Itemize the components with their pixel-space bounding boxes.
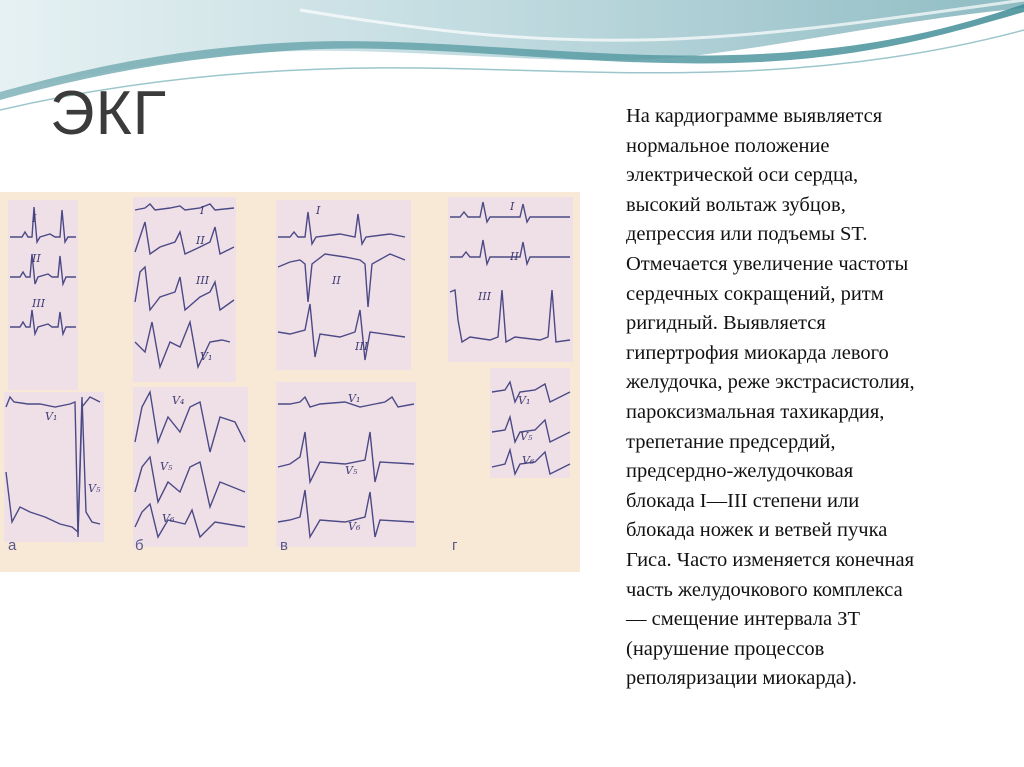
description-line: блокада I—III степени или (626, 489, 860, 512)
panel-letter-a: а (8, 537, 17, 554)
ecg-panel-c-limb (276, 200, 411, 370)
slide-title: ЭКГ (50, 79, 168, 148)
description-line: депрессия или подъемы ST. (626, 223, 868, 246)
description-line: реполяризации миокарда). (626, 667, 857, 690)
ecg-lead-label: V₆ (522, 454, 535, 467)
ecg-lead-label: III (478, 290, 492, 303)
ecg-lead-label: V₁ (200, 350, 213, 363)
description-line: предсердно-желудочковая (626, 460, 854, 483)
ecg-lead-label: V₅ (160, 460, 173, 473)
panel-letter-d: г (452, 537, 458, 554)
ecg-lead-label: I (510, 200, 515, 213)
description-line: На кардиограмме выявляется (626, 105, 883, 127)
description-line: Отмечается увеличение частоты (626, 252, 909, 275)
description-line: (нарушение процессов (626, 637, 825, 660)
ecg-lead-label: V₅ (88, 482, 101, 495)
ecg-lead-label: I (32, 212, 37, 225)
ecg-lead-label: V₆ (162, 512, 175, 525)
panel-letter-c: в (280, 537, 288, 554)
ecg-panel-a-limb (8, 200, 78, 390)
ecg-figure (0, 192, 580, 572)
description-line: гипертрофия миокарда левого (626, 341, 889, 364)
ecg-lead-label: V₅ (520, 430, 533, 443)
ecg-panel-b-limb (133, 197, 236, 382)
ecg-lead-label: III (32, 297, 46, 310)
description-line: высокий вольтаж зубцов, (626, 193, 846, 216)
ecg-lead-label: II (510, 250, 519, 263)
ecg-image (0, 192, 580, 572)
ecg-lead-label: III (355, 340, 369, 353)
ecg-lead-label: V₁ (45, 410, 58, 423)
ecg-lead-label: II (332, 274, 341, 287)
ecg-lead-label: V₄ (172, 394, 185, 407)
description-line: желудочка, реже экстрасистолия, (626, 371, 915, 394)
ecg-lead-label: III (196, 274, 210, 287)
description-line: пароксизмальная тахикардия, (626, 400, 885, 423)
description-line: трепетание предсердий, (626, 430, 836, 453)
ecg-lead-label: II (32, 252, 41, 265)
ecg-lead-label: V₁ (348, 392, 361, 405)
description-line: Гиса. Часто изменяется конечная (626, 548, 915, 571)
description-text (626, 102, 1021, 694)
panel-letter-b: б (135, 537, 144, 554)
description-line: блокада ножек и ветвей пучка (626, 519, 888, 542)
ecg-lead-label: V₁ (518, 394, 531, 407)
ecg-lead-label: II (196, 234, 205, 247)
ecg-panel-d-limb (448, 197, 573, 362)
description-line: нормальное положение (626, 134, 830, 157)
description-line: электрической оси сердца, (626, 164, 859, 187)
ecg-lead-label: I (316, 204, 321, 217)
ecg-lead-label: V₅ (345, 464, 358, 477)
ecg-lead-label: V₆ (348, 520, 361, 533)
description-line: часть желудочкового комплекса (626, 578, 903, 601)
description-line: сердечных сокращений, ритм (626, 282, 884, 305)
description-line: — смещение интервала ЗТ (626, 608, 861, 631)
ecg-lead-label: I (200, 204, 205, 217)
description-line: ригидный. Выявляется (626, 312, 826, 335)
